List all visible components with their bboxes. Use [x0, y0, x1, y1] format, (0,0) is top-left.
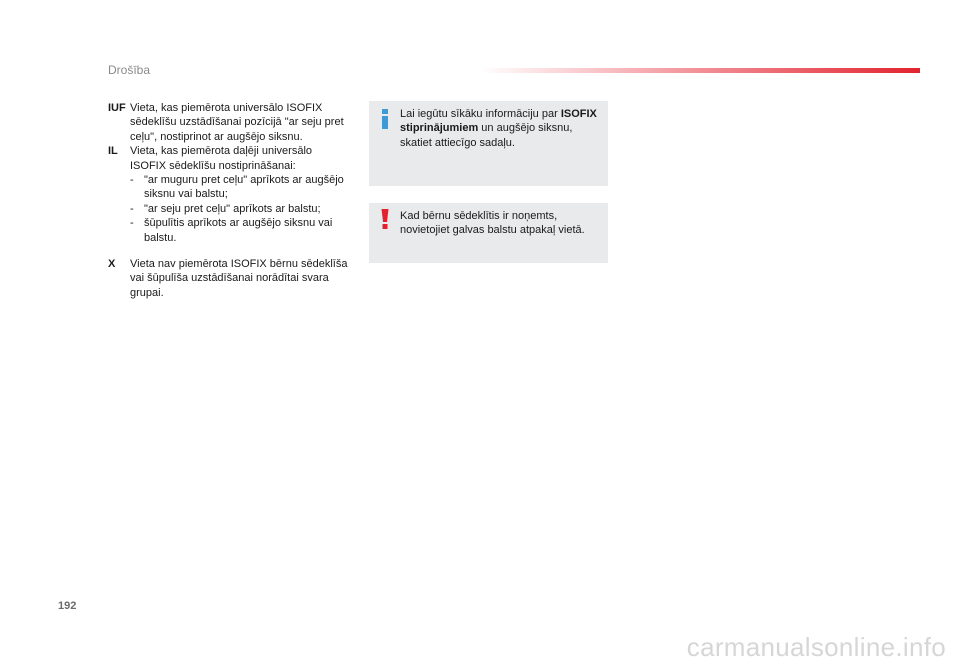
watermark: carmanualsonline.info	[686, 632, 946, 662]
section-title: Drošība	[108, 63, 151, 77]
definition-il	[108, 144, 348, 245]
definition-iuf	[108, 101, 348, 144]
definition-text: Vieta nav piemērota ISOFIX bērnu sēdeklīša vai šūpulīša uzstādīšanai norādītai svara grupai.	[130, 258, 348, 299]
list-item: - šūpulītis aprīkots ar augšējo siksnu vai balstu.	[130, 217, 333, 244]
list-item: - "ar seju pret ceļu" aprīkots ar balstu;	[130, 202, 321, 215]
page-number: 192	[58, 600, 77, 612]
definition-term: IL	[108, 145, 118, 158]
definition-text: Vieta, kas piemērota daļēji universālo ISOFIX sēdeklīšu nostiprināšanai:	[130, 145, 313, 172]
definition-x	[108, 257, 348, 300]
definition-term: IUF	[108, 102, 126, 114]
definitions-column	[108, 101, 348, 300]
list-item: - "ar muguru pret ceļu" aprīkots ar augšējo siksnu vai balstu;	[130, 174, 344, 201]
info-note	[369, 101, 608, 186]
bullet-list	[130, 173, 348, 245]
exclamation-icon	[377, 209, 393, 229]
bold-term: ISOFIX stiprinājumiem	[400, 108, 597, 135]
header-divider	[480, 68, 920, 73]
warning-note	[369, 203, 608, 263]
definition-term: X	[108, 258, 116, 271]
info-note-text: Lai iegūtu sīkāku informāciju par ISOFIX stiprinājumiem un augšējo siksnu, skatiet attiecīgo sadaļu.	[400, 108, 597, 149]
definition-text: Vieta, kas piemērota universālo ISOFIX sēdeklīšu uzstādīšanai pozīcijā "ar seju pret ceļu", nostiprinot ar augšējo siksnu.	[130, 102, 344, 143]
info-icon	[377, 109, 393, 129]
warning-note-text: Kad bērnu sēdeklītis ir noņemts, novietojiet galvas balstu atpakaļ vietā.	[400, 210, 585, 237]
